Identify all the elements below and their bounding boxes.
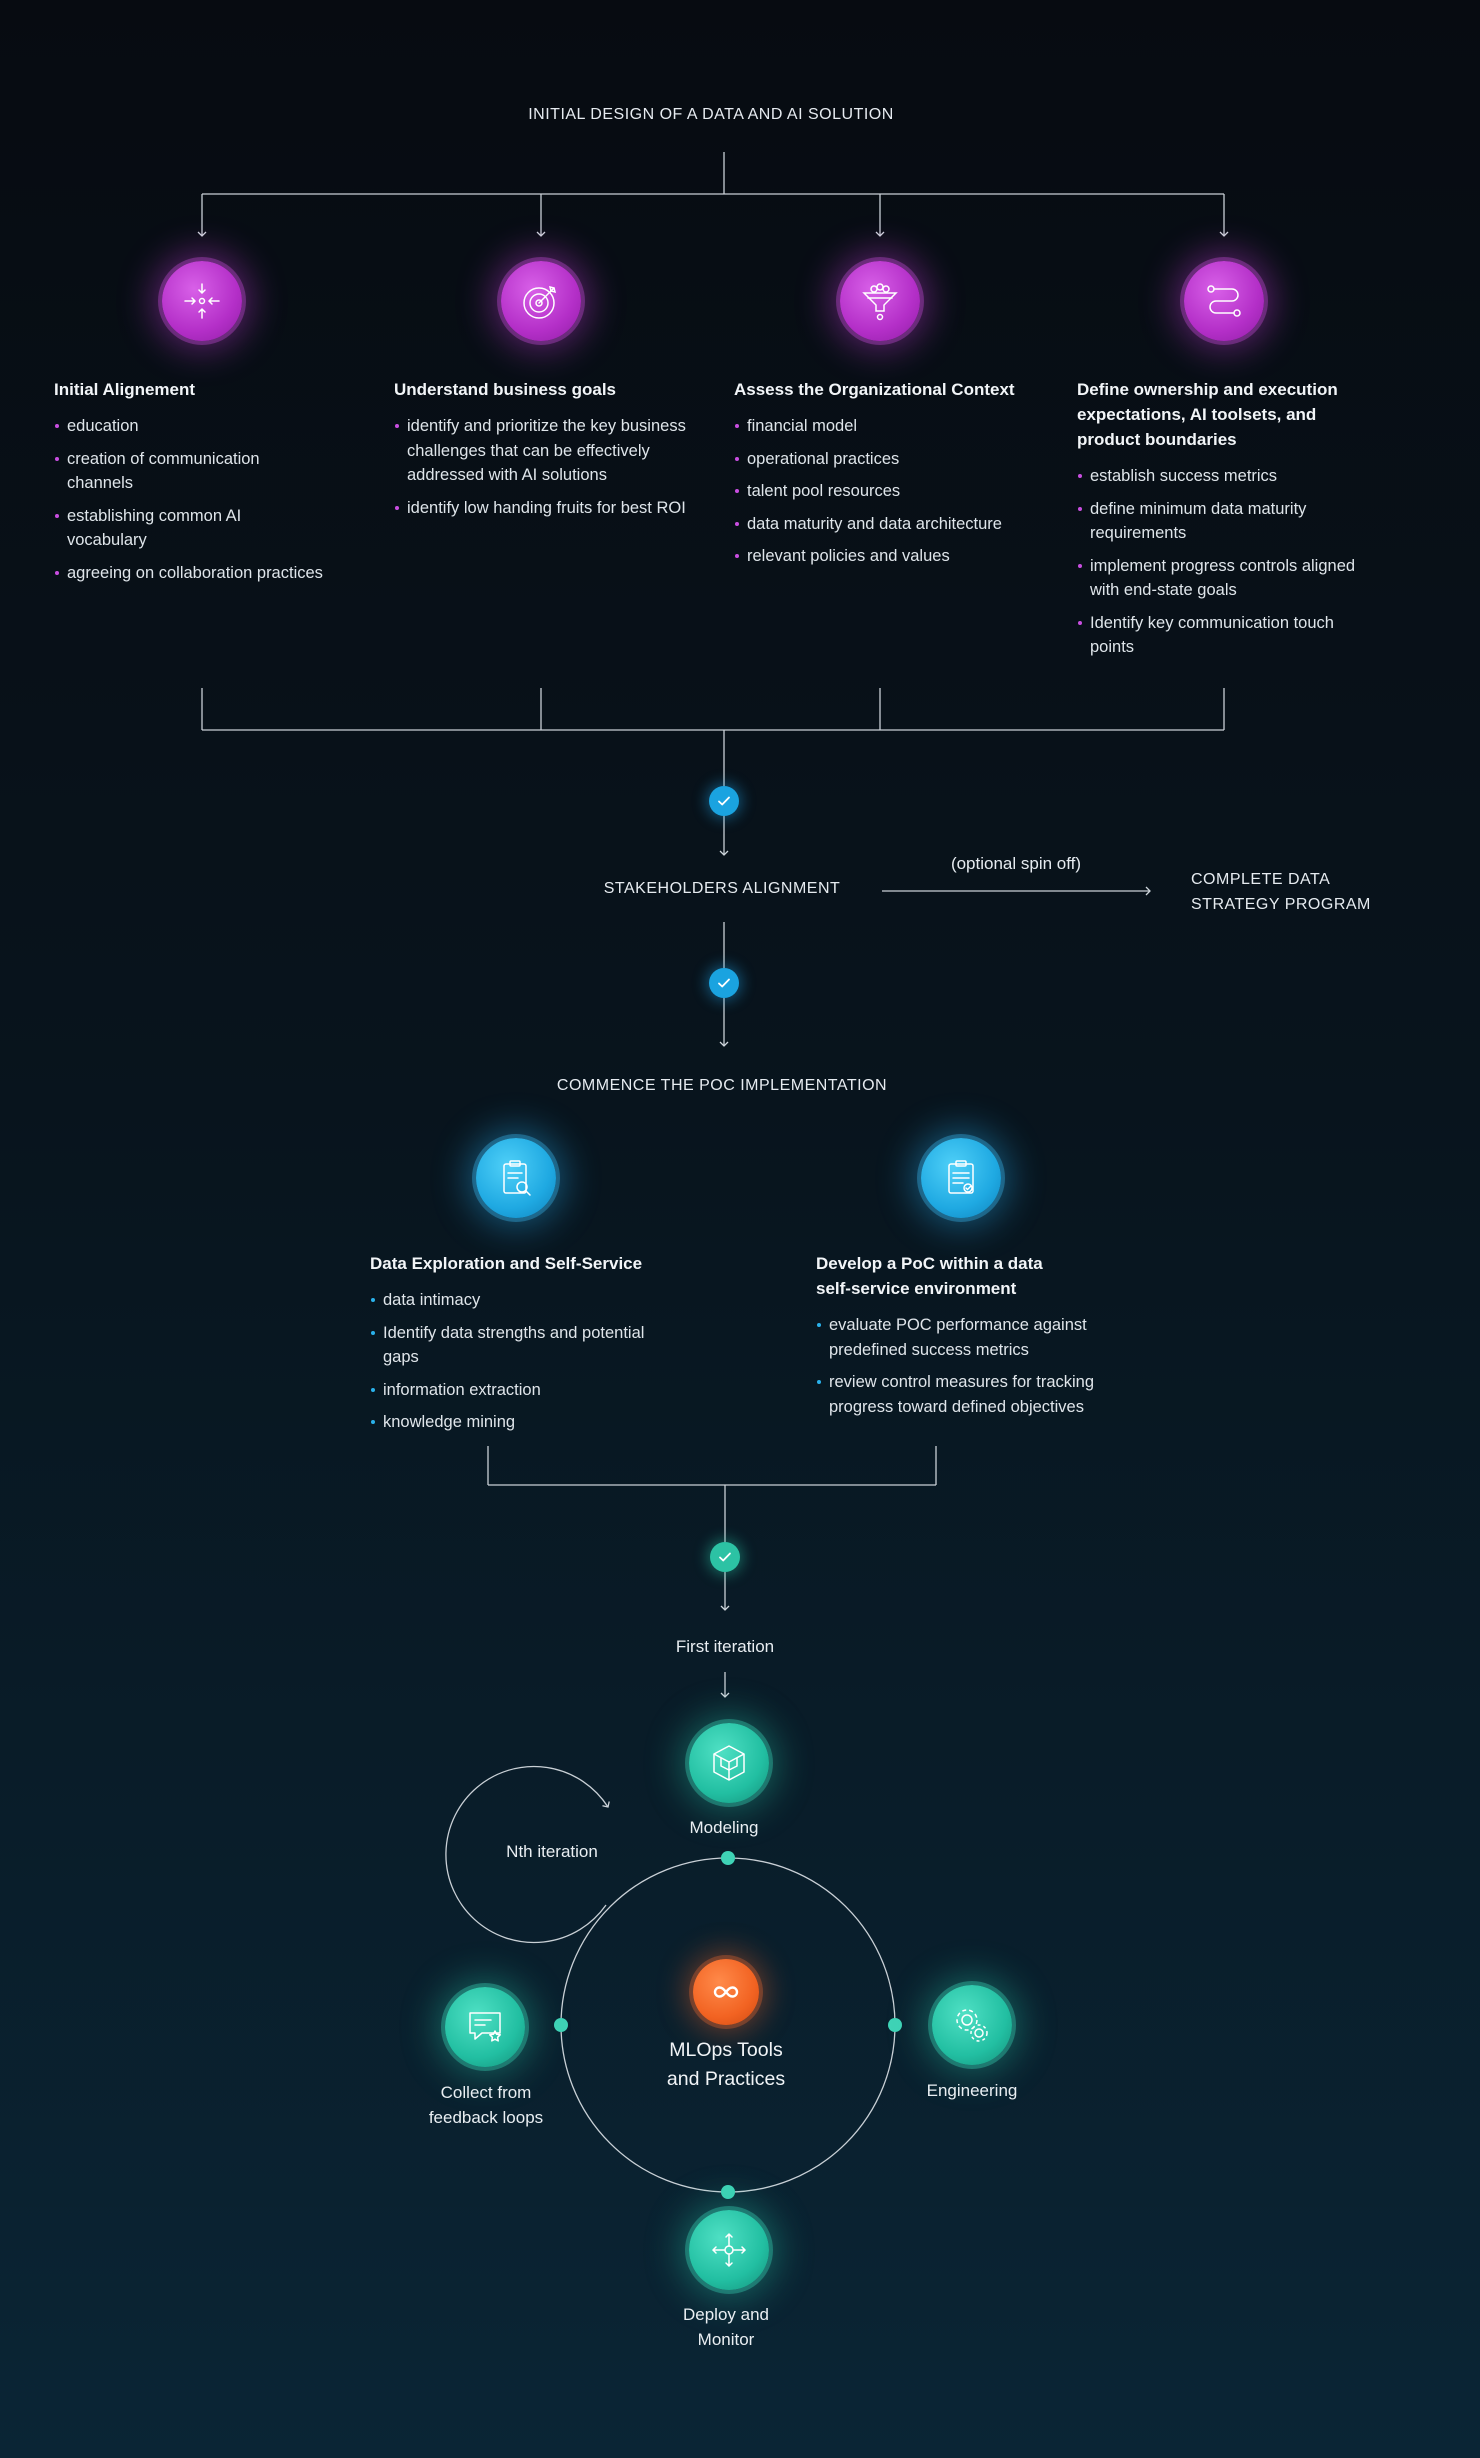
route-icon — [1184, 261, 1264, 341]
first-iteration-label: First iteration — [675, 1637, 775, 1656]
feedback-star-icon — [445, 1987, 525, 2067]
phase2-column-data-exploration — [370, 1251, 670, 1443]
phase1-column-ownership — [1077, 377, 1357, 668]
clipboard-check-icon — [921, 1138, 1001, 1218]
list-item: establish success metrics — [1077, 464, 1357, 489]
check-icon — [709, 968, 739, 998]
list-item: education — [54, 414, 324, 439]
mlops-cycle-ring — [561, 1858, 895, 2192]
list-item: identify and prioritize the key business challenges that can be effectively addressed with AI solutions — [394, 414, 694, 488]
column-heading: Define ownership and execution expectations, AI toolsets, and product boundaries — [1077, 380, 1338, 449]
list-item: agreeing on collaboration practices — [54, 561, 324, 586]
list-item: data intimacy — [370, 1288, 670, 1313]
column-heading: Develop a PoC within a data self-service environment — [816, 1254, 1043, 1298]
target-icon — [501, 261, 581, 341]
check-icon — [709, 786, 739, 816]
list-item: Identify data strengths and potential gaps — [370, 1321, 670, 1370]
infinity-icon — [693, 1959, 759, 2025]
nth-iteration-label: Nth iteration — [506, 1842, 598, 1861]
list-item: operational practices — [734, 447, 1034, 472]
deploy-monitor-label: Deploy and Monitor — [682, 2305, 769, 2349]
modeling-label: Modeling — [689, 1818, 759, 1837]
phase1-column-business-goals — [394, 377, 694, 528]
column-heading: Initial Alignement — [54, 380, 196, 399]
list-item: evaluate POC performance against predefined success metrics — [816, 1313, 1146, 1362]
list-item: review control measures for tracking progress toward defined objectives — [816, 1370, 1146, 1419]
list-item: Identify key communication touch points — [1077, 611, 1357, 660]
list-item: data maturity and data architecture — [734, 512, 1034, 537]
arrows-expand-icon — [689, 2210, 769, 2290]
spin-off-target: COMPLETE DATA STRATEGY PROGRAM — [1191, 871, 1371, 913]
phase1-column-initial-alignment — [54, 377, 324, 593]
column-heading: Assess the Organizational Context — [734, 380, 1015, 399]
list-item: implement progress controls aligned with end-state goals — [1077, 554, 1357, 603]
list-item: knowledge mining — [370, 1410, 670, 1435]
spin-off-label: (optional spin off) — [950, 854, 1082, 873]
stakeholders-alignment-label: STAKEHOLDERS ALIGNMENT — [603, 880, 841, 897]
list-item: define minimum data maturity requirements — [1077, 497, 1357, 546]
mlops-center-label: MLOps Tools and Practices — [666, 2039, 786, 2090]
column-heading: Understand business goals — [394, 380, 616, 399]
engineering-label: Engineering — [926, 2081, 1018, 2100]
check-icon — [710, 1542, 740, 1572]
cycle-node-left — [554, 2018, 568, 2032]
list-item: relevant policies and values — [734, 544, 1034, 569]
funnel-icon — [840, 261, 920, 341]
cycle-node-bottom — [721, 2185, 735, 2199]
list-item: creation of communication channels — [54, 447, 324, 496]
phase2-column-develop-poc — [816, 1251, 1146, 1427]
cycle-node-right — [888, 2018, 902, 2032]
list-item: financial model — [734, 414, 1034, 439]
cube-icon — [689, 1723, 769, 1803]
list-item: establishing common AI vocabulary — [54, 504, 324, 553]
gears-icon — [932, 1985, 1012, 2065]
cycle-node-top — [721, 1851, 735, 1865]
arrows-converge-icon — [162, 261, 242, 341]
poc-title: COMMENCE THE POC IMPLEMENTATION — [556, 1077, 888, 1094]
list-item: talent pool resources — [734, 479, 1034, 504]
page-title: INITIAL DESIGN OF A DATA AND AI SOLUTION — [528, 106, 894, 123]
collect-feedback-label: Collect from feedback loops — [428, 2083, 544, 2127]
phase1-column-organizational-context — [734, 377, 1034, 577]
list-item: information extraction — [370, 1378, 670, 1403]
clipboard-search-icon — [476, 1138, 556, 1218]
list-item: identify low handing fruits for best ROI — [394, 496, 694, 521]
column-heading: Data Exploration and Self-Service — [370, 1254, 643, 1273]
